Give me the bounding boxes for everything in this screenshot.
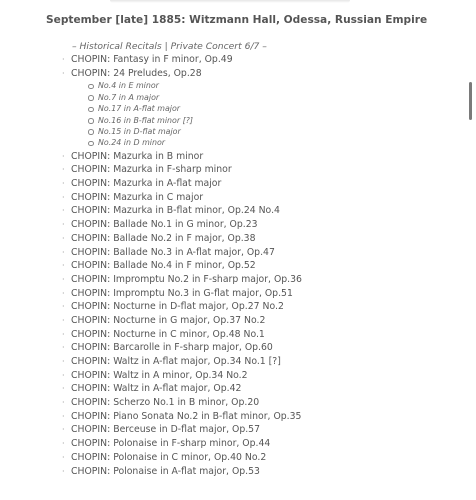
program-item [62,396,442,410]
page-title: September [late] 1885: Witzmann Hall, Odessa, Russian Empire [46,14,428,26]
bullet-icon: · [62,165,65,175]
bullet-icon: · [62,247,65,257]
program-item-label: CHOPIN: 24 Preludes, Op.28 [71,67,202,79]
program-item [62,191,442,205]
bullet-icon: · [62,466,65,476]
prelude-label: No.17 in A-flat major [98,104,181,114]
program-item-label: CHOPIN: Nocturne in D-flat major, Op.27 No.2 [71,301,284,313]
program-item [62,259,442,273]
program-item [62,273,442,287]
program-item [62,465,442,479]
program-item-label: CHOPIN: Polonaise in C minor, Op.40 No.2 [71,451,267,463]
bullet-icon: · [62,55,65,64]
program-item-label: CHOPIN: Impromptu No.2 in F-sharp major, Op.36 [71,273,302,285]
program-item-label: CHOPIN: Mazurka in C major [71,191,204,203]
program-item-label: CHOPIN: Ballade No.1 in G minor, Op.23 [71,219,258,231]
program-item [62,423,442,437]
top-shadow [110,0,350,3]
bullet-icon: · [62,68,65,78]
prelude-label: No.24 in D minor [98,138,166,148]
bullet-icon: · [62,261,65,271]
program-item-label: CHOPIN: Waltz in A minor, Op.34 No.2 [71,369,248,381]
program-item [62,451,442,465]
bullet-icon: · [62,233,65,243]
prelude-label: No.4 in E minor [98,81,159,91]
bullet-icon: · [62,220,65,230]
program-item-label: CHOPIN: Impromptu No.3 in G-flat major, Op.51 [71,287,293,299]
vertical-scrollbar[interactable] [469,82,472,120]
program-item [62,328,442,342]
program-item-label: CHOPIN: Mazurka in F-sharp minor [71,164,232,176]
bullet-icon: · [62,411,65,421]
program-item-label: CHOPIN: Scherzo No.1 in B minor, Op.20 [71,397,260,409]
bullet-icon: · [62,274,65,284]
prelude-item [88,126,442,137]
program-item [62,355,442,369]
program-list [62,53,442,478]
program-item [62,177,442,191]
program-item-label: CHOPIN: Polonaise in F-sharp minor, Op.44 [71,438,271,450]
bullet-icon: · [62,384,65,394]
prelude-label: No.15 in D-flat major [98,126,181,136]
program-item [62,369,442,383]
bullet-icon: · [62,302,65,312]
program-item [62,204,442,218]
circle-bullet-icon [88,95,94,101]
bullet-icon: · [62,370,65,380]
program-item [62,218,442,232]
circle-bullet-icon [88,118,94,124]
program-item-label: CHOPIN: Mazurka in A-flat major [71,178,222,190]
bullet-icon: · [62,439,65,449]
prelude-item [88,80,442,91]
bullet-icon: · [62,151,65,161]
program-item [62,410,442,424]
program-item-label: CHOPIN: Mazurka in B minor [71,150,204,162]
program-item-label: CHOPIN: Waltz in A-flat major, Op.34 No.1 [?] [71,356,281,368]
program-item [62,53,442,67]
concert-subtitle: – Historical Recitals | Private Concert 6/7 – [72,41,267,52]
prelude-item [88,92,442,103]
bullet-icon: · [62,206,65,216]
program-item-label: CHOPIN: Barcarolle in F-sharp major, Op.60 [71,342,273,354]
program-item-label: CHOPIN: Ballade No.3 in A-flat major, Op.47 [71,246,275,258]
circle-bullet-icon [88,84,94,90]
program-item [62,232,442,246]
program-item-label: CHOPIN: Fantasy in F minor, Op.49 [71,54,233,65]
bullet-icon: · [62,315,65,325]
program-item [62,150,442,164]
circle-bullet-icon [88,141,94,147]
program-item-label: CHOPIN: Berceuse in D-flat major, Op.57 [71,424,261,436]
circle-bullet-icon [88,129,94,135]
prelude-item [88,137,442,148]
bullet-icon: · [62,192,65,202]
program-item [62,287,442,301]
prelude-label: No.16 in B-flat minor [?] [98,115,193,125]
bullet-icon: · [62,398,65,408]
bullet-icon: · [62,452,65,462]
program-item [62,382,442,396]
preludes-sublist [62,80,442,148]
bullet-icon: · [62,425,65,435]
program-item-label: CHOPIN: Piano Sonata No.2 in B-flat minor, Op.35 [71,410,302,422]
bullet-icon: · [62,357,65,367]
program-item-label: CHOPIN: Ballade No.4 in F minor, Op.52 [71,260,256,272]
prelude-label: No.7 in A major [98,92,160,102]
program-item [62,314,442,328]
program-item-label: CHOPIN: Nocturne in G major, Op.37 No.2 [71,314,266,326]
program-item [62,437,442,451]
prelude-item [88,103,442,114]
program-item-label: CHOPIN: Mazurka in B-flat minor, Op.24 No.4 [71,205,280,217]
program-item [62,341,442,355]
program-item-label: CHOPIN: Ballade No.2 in F major, Op.38 [71,232,256,244]
program-item [62,163,442,177]
bullet-icon: · [62,343,65,353]
prelude-item [88,115,442,126]
bullet-icon: · [62,288,65,298]
program-item-label: CHOPIN: Waltz in A-flat major, Op.42 [71,383,242,395]
bullet-icon: · [62,179,65,189]
program-item-label: CHOPIN: Polonaise in A-flat major, Op.53 [71,465,260,477]
program-item [62,246,442,260]
program-item [62,67,442,81]
program-item [62,300,442,314]
program-item-label: CHOPIN: Nocturne in C minor, Op.48 No.1 [71,328,265,340]
circle-bullet-icon [88,107,94,113]
bullet-icon: · [62,329,65,339]
